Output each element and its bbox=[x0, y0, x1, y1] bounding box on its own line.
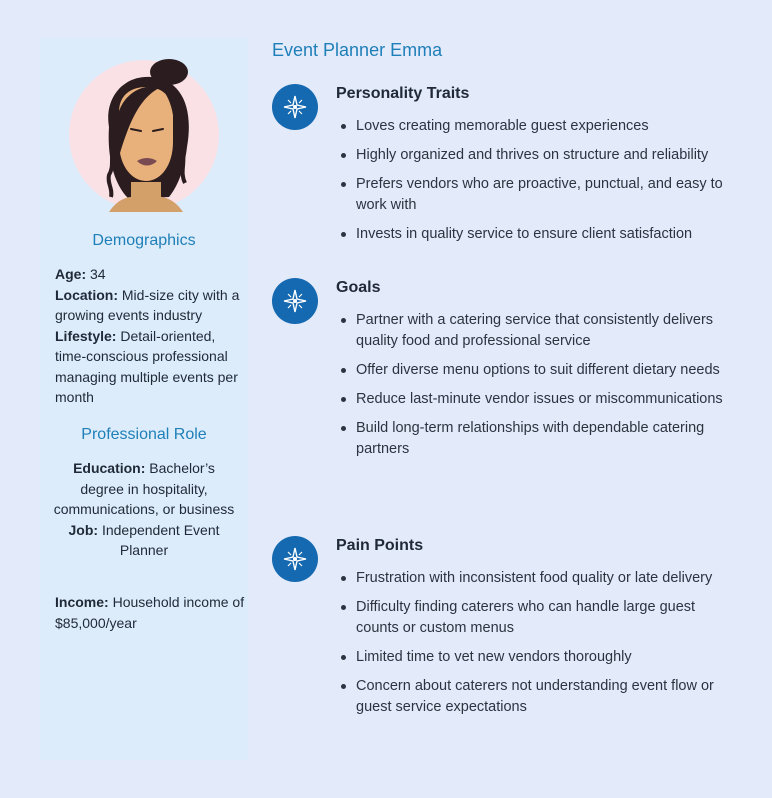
sparkle-compass-icon bbox=[272, 278, 318, 324]
lifestyle-label: Lifestyle: bbox=[55, 327, 117, 344]
demographics-heading: Demographics bbox=[92, 232, 196, 249]
list-item: Build long-term relationships with dependable catering partners bbox=[340, 418, 740, 460]
demographics-details bbox=[55, 264, 245, 408]
job-line bbox=[50, 520, 238, 561]
list-item: Difficulty finding caterers who can handle large guest counts or custom menus bbox=[340, 597, 740, 639]
persona-title: Event Planner Emma bbox=[272, 40, 443, 60]
location-label: Location: bbox=[55, 286, 118, 303]
age-value: 34 bbox=[86, 266, 106, 282]
education-line bbox=[50, 458, 238, 520]
list-item: Invests in quality service to ensure client satisfaction bbox=[340, 224, 740, 245]
persona-sidebar bbox=[40, 38, 248, 760]
professional-role-heading: Professional Role bbox=[81, 426, 207, 443]
income-label: Income: bbox=[55, 594, 109, 610]
list-item: Prefers vendors who are proactive, punctual, and easy to work with bbox=[340, 174, 740, 216]
bullet-list bbox=[340, 116, 740, 253]
list-item: Offer diverse menu options to suit different dietary needs bbox=[340, 360, 740, 381]
location-value: Mid-size city with a growing events industry bbox=[55, 286, 240, 323]
income-details bbox=[55, 592, 245, 633]
section-title: Personality Traits bbox=[336, 85, 470, 102]
section-title: Pain Points bbox=[336, 537, 424, 554]
professional-role-details bbox=[50, 458, 238, 561]
list-item: Frustration with inconsistent food quality or late delivery bbox=[340, 568, 740, 589]
education-label: Education: bbox=[73, 460, 146, 476]
job-value: Independent Event Planner bbox=[98, 521, 220, 558]
sparkle-compass-icon bbox=[272, 536, 318, 582]
list-item: Limited time to vet new vendors thoroughly bbox=[340, 647, 740, 668]
job-label: Job: bbox=[68, 521, 99, 538]
lifestyle-value: Detail-oriented, time-conscious professional managing multiple events per month bbox=[55, 327, 238, 405]
section-title: Goals bbox=[336, 279, 381, 296]
avatar bbox=[69, 57, 219, 212]
list-item: Partner with a catering service that consistently delivers quality food and professional service bbox=[340, 310, 740, 352]
education-value: Bachelor’s degree in hospitality, communications, or business bbox=[53, 460, 235, 517]
location-line bbox=[55, 285, 245, 326]
woman-avatar-illustration bbox=[69, 57, 219, 212]
income-value: Household income of $85,000/year bbox=[55, 594, 245, 631]
sparkle-compass-icon bbox=[272, 84, 318, 130]
list-item: Loves creating memorable guest experiences bbox=[340, 116, 740, 137]
list-item: Reduce last-minute vendor issues or miscommunications bbox=[340, 389, 740, 410]
list-item: Highly organized and thrives on structure and reliability bbox=[340, 145, 740, 166]
age-label: Age: bbox=[55, 266, 87, 282]
list-item: Concern about caterers not understanding event flow or guest service expectations bbox=[340, 676, 740, 718]
bullet-list bbox=[340, 310, 740, 468]
age-line bbox=[55, 264, 245, 285]
bullet-list bbox=[340, 568, 740, 726]
lifestyle-line bbox=[55, 326, 245, 408]
